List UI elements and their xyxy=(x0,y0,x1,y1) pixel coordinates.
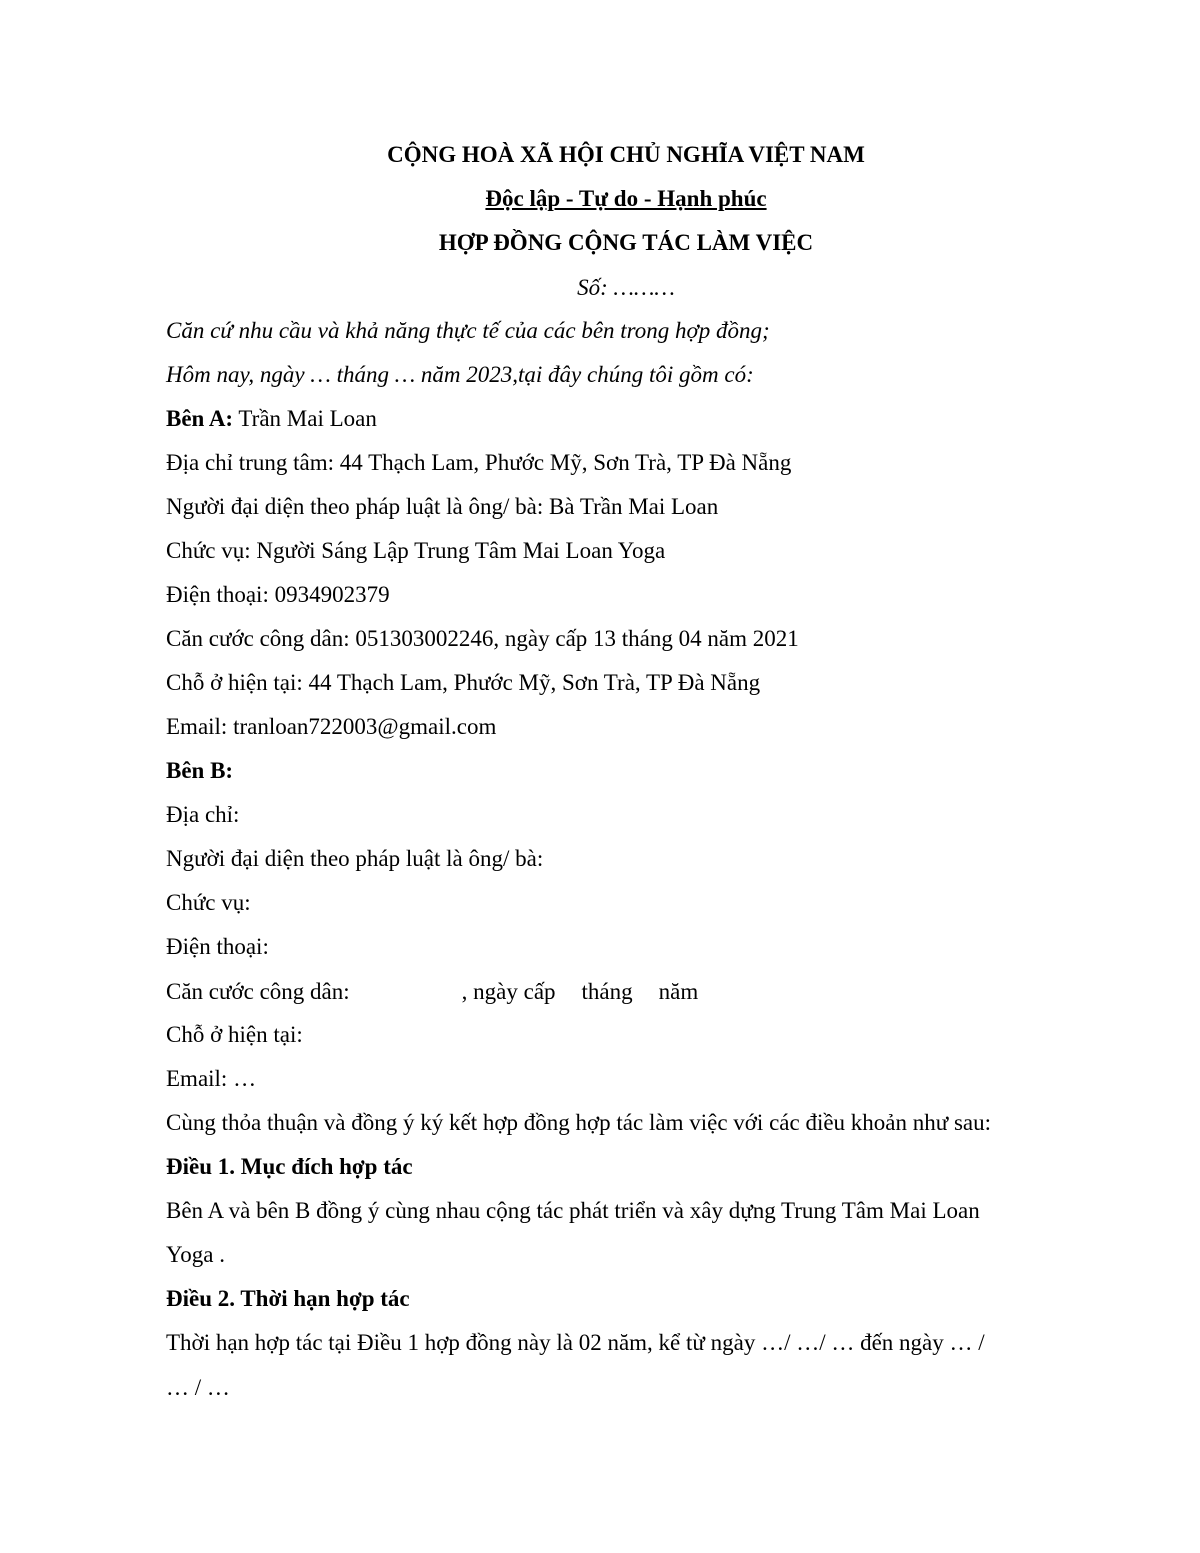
article2-heading-text: Điều 2. Thời hạn hợp tác xyxy=(166,1286,410,1311)
article1-heading-text: Điều 1. Mục đích hợp tác xyxy=(166,1154,413,1179)
contract-number: Số: ……… xyxy=(577,275,675,300)
party-b-representative: Người đại diện theo pháp luật là ông/ bà: xyxy=(166,846,544,871)
party-a-residence: Chỗ ở hiện tại: 44 Thạch Lam, Phước Mỹ, Sơn Trà, TP Đà Nẵng xyxy=(166,670,761,695)
party-a-phone: Điện thoại: 0934902379 xyxy=(166,582,390,607)
party-a-label: Bên A: xyxy=(166,406,234,431)
article1-text-line2: Yoga . xyxy=(166,1242,226,1267)
agreement-line: Cùng thỏa thuận và đồng ý ký kết hợp đồng hợp tác làm việc với các điều khoản như sau: xyxy=(166,1110,992,1135)
party-b-label: Bên B: xyxy=(166,758,234,783)
article2-text-line2: … / … xyxy=(166,1375,230,1400)
party-a-line xyxy=(166,404,377,434)
party-a-address: Địa chỉ trung tâm: 44 Thạch Lam, Phước Mỹ, Sơn Trà, TP Đà Nẵng xyxy=(166,450,792,475)
party-b-position: Chức vụ: xyxy=(166,890,251,915)
basis-line: Căn cứ nhu cầu và khả năng thực tế của các bên trong hợp đồng; xyxy=(166,318,770,343)
today-line: Hôm nay, ngày … tháng … năm 2023,tại đây chúng tôi gồm có: xyxy=(166,362,754,387)
article1-heading xyxy=(166,1152,413,1182)
article2-heading xyxy=(166,1284,410,1314)
article1-text-line1: Bên A và bên B đồng ý cùng nhau cộng tác phát triển và xây dựng Trung Tâm Mai Loan xyxy=(166,1198,980,1223)
contract-title: HỢP ĐỒNG CỘNG TÁC LÀM VIỆC xyxy=(438,230,814,255)
party-b-phone: Điện thoại: xyxy=(166,934,269,959)
party-b-residence: Chỗ ở hiện tại: xyxy=(166,1022,303,1047)
nation-heading: CỘNG HOÀ XÃ HỘI CHỦ NGHĨA VIỆT NAM xyxy=(387,142,865,167)
party-a-name: Trần Mai Loan xyxy=(233,406,377,431)
party-a-id-card: Căn cước công dân: 051303002246, ngày cấp 13 tháng 04 năm 2021 xyxy=(166,626,799,651)
party-a-email: Email: tranloan722003@gmail.com xyxy=(166,714,497,739)
party-b-line xyxy=(166,756,233,786)
party-b-id-card-date: , ngày cấp xyxy=(461,979,556,1004)
party-b-address: Địa chỉ: xyxy=(166,802,240,827)
party-b-id-card-label: Căn cước công dân: xyxy=(166,979,350,1004)
party-a-position: Chức vụ: Người Sáng Lập Trung Tâm Mai Loan Yoga xyxy=(166,538,666,563)
party-b-id-card-year: năm xyxy=(658,979,699,1004)
party-b-email: Email: … xyxy=(166,1066,257,1091)
party-a-representative: Người đại diện theo pháp luật là ông/ bà: Bà Trần Mai Loan xyxy=(166,494,719,519)
party-b-id-card xyxy=(166,977,698,1007)
article2-text-line1: Thời hạn hợp tác tại Điều 1 hợp đồng này là 02 năm, kể từ ngày …/ …/ … đến ngày … / xyxy=(166,1330,985,1355)
motto: Độc lập - Tự do - Hạnh phúc xyxy=(485,186,767,211)
party-b-id-card-month: tháng xyxy=(581,979,633,1004)
